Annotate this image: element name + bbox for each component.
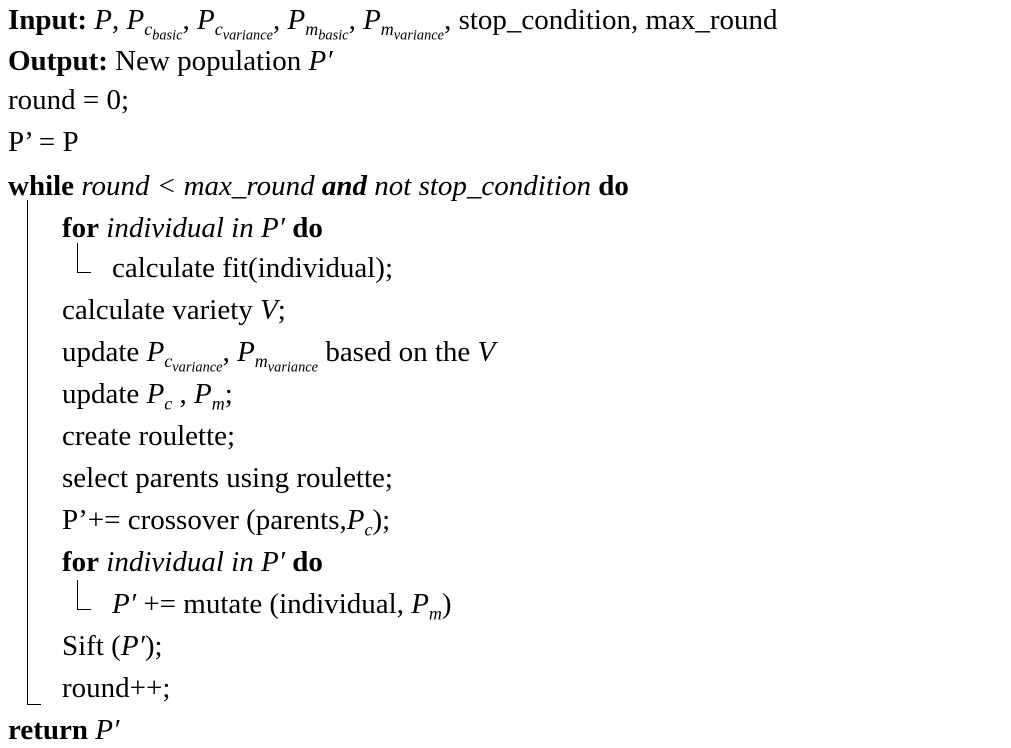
symbol-base: P bbox=[126, 4, 145, 36]
statement-text: based on the bbox=[318, 336, 478, 368]
algorithm-line bbox=[62, 460, 393, 496]
statement-text: update bbox=[62, 336, 147, 368]
statement-text: Sift ( bbox=[62, 630, 121, 662]
sub-subscript-text: basic bbox=[318, 27, 349, 44]
keyword: for bbox=[62, 212, 100, 244]
subscript-text: c bbox=[164, 351, 173, 372]
algorithm-line bbox=[8, 712, 119, 748]
math-symbol bbox=[237, 336, 319, 376]
math-symbol bbox=[126, 4, 183, 44]
for-block-end-2 bbox=[77, 609, 91, 610]
subscript-text: c bbox=[214, 19, 223, 40]
keyword: do bbox=[292, 546, 323, 578]
statement-text: , bbox=[111, 4, 127, 36]
symbol-subscript bbox=[305, 19, 349, 44]
subscript-text: c bbox=[164, 393, 173, 414]
algorithm-line bbox=[112, 586, 452, 622]
symbol-base: P bbox=[346, 504, 365, 536]
math-text: V bbox=[260, 294, 278, 326]
symbol-base: P bbox=[94, 4, 112, 36]
subscript-text: c bbox=[364, 519, 373, 540]
algorithm-line bbox=[112, 250, 393, 286]
statement-text: , bbox=[222, 336, 238, 368]
sub-subscript-text: variance bbox=[267, 359, 319, 376]
symbol-base: P bbox=[237, 336, 255, 368]
subscript-text: m bbox=[428, 603, 442, 624]
algorithm-line bbox=[8, 124, 79, 160]
symbol-base: P bbox=[197, 4, 215, 36]
statement-text: ); bbox=[372, 504, 391, 536]
symbol-base: P bbox=[194, 378, 212, 410]
algorithm-line bbox=[8, 43, 333, 79]
for-block-bar-2 bbox=[77, 580, 78, 610]
math-symbol bbox=[197, 4, 274, 44]
algorithm-line bbox=[8, 82, 129, 118]
statement-text: , bbox=[273, 4, 288, 36]
keyword: return bbox=[8, 714, 89, 746]
symbol-base: P bbox=[287, 4, 306, 36]
statement-text: , bbox=[348, 4, 364, 36]
keyword: while bbox=[8, 170, 75, 202]
statement-text: += mutate (individual, bbox=[136, 588, 412, 620]
statement-text: calculate fit(individual); bbox=[112, 252, 394, 284]
algorithm-line bbox=[62, 670, 170, 706]
statement-text: update bbox=[62, 378, 147, 410]
keyword: Output: bbox=[8, 45, 108, 77]
algorithm-line bbox=[62, 292, 286, 328]
statement-text: P’ = P bbox=[8, 126, 79, 158]
math-symbol bbox=[194, 378, 225, 414]
math-text: round < max_round bbox=[81, 170, 322, 202]
statement-text: ; bbox=[277, 294, 286, 326]
math-symbol bbox=[346, 504, 373, 540]
algorithm-line bbox=[62, 628, 163, 664]
math-symbol bbox=[146, 336, 223, 376]
algorithm-line bbox=[62, 210, 323, 246]
symbol-subscript bbox=[380, 19, 445, 44]
keyword-operator: and bbox=[321, 170, 368, 202]
while-block-bar bbox=[27, 200, 28, 705]
subscript-text: m bbox=[254, 351, 268, 372]
sub-subscript-text: basic bbox=[152, 27, 183, 44]
symbol-base: P bbox=[146, 336, 165, 368]
symbol-subscript bbox=[254, 351, 319, 376]
math-text: not stop_condition bbox=[367, 170, 599, 202]
subscript-text: m bbox=[211, 393, 225, 414]
symbol-subscript bbox=[214, 19, 274, 44]
statement-text: round++; bbox=[62, 672, 171, 704]
symbol-subscript bbox=[212, 393, 225, 413]
math-symbol bbox=[287, 4, 349, 44]
for-block-bar-1 bbox=[77, 243, 78, 273]
symbol-subscript bbox=[144, 19, 183, 44]
statement-text: ; bbox=[224, 378, 233, 410]
statement-text: select parents using roulette; bbox=[62, 462, 393, 494]
statement-text: , bbox=[172, 378, 195, 410]
math-text: P′ bbox=[308, 45, 333, 77]
keyword: do bbox=[292, 212, 323, 244]
subscript-text: c bbox=[144, 19, 153, 40]
keyword: do bbox=[598, 170, 629, 202]
keyword: Input: bbox=[8, 4, 87, 36]
sub-subscript-text: variance bbox=[172, 359, 223, 376]
algorithm-line bbox=[62, 334, 496, 376]
algorithm-line bbox=[62, 544, 323, 580]
statement-text: ) bbox=[441, 588, 452, 620]
sub-subscript-text: variance bbox=[222, 27, 274, 44]
algorithm-line bbox=[8, 2, 778, 44]
statement-text: P’+= crossover (parents, bbox=[62, 504, 347, 536]
statement-text: calculate variety bbox=[62, 294, 261, 326]
math-text: individual in P′ bbox=[106, 546, 293, 578]
symbol-base: P bbox=[411, 588, 429, 620]
math-text: V bbox=[477, 336, 496, 368]
symbol-base: P bbox=[146, 378, 165, 410]
algorithm-line bbox=[8, 168, 629, 204]
math-symbol bbox=[411, 588, 442, 624]
math-symbol bbox=[94, 4, 112, 36]
math-symbol bbox=[146, 378, 173, 414]
symbol-subscript bbox=[164, 351, 223, 376]
keyword: for bbox=[62, 546, 100, 578]
symbol-base: P bbox=[363, 4, 381, 36]
statement-text: ); bbox=[144, 630, 163, 662]
sub-subscript-text: variance bbox=[393, 27, 445, 44]
while-block-end bbox=[27, 704, 41, 705]
math-symbol bbox=[363, 4, 445, 44]
algorithm-line bbox=[62, 502, 390, 538]
statement-text: create roulette; bbox=[62, 420, 236, 452]
statement-text: , bbox=[182, 4, 198, 36]
math-text: P′ bbox=[95, 714, 120, 746]
statement-text: round = 0; bbox=[8, 84, 130, 116]
subscript-text: m bbox=[305, 19, 319, 40]
math-text: individual in P′ bbox=[106, 212, 293, 244]
statement-text: New population bbox=[107, 45, 309, 77]
symbol-subscript bbox=[429, 603, 442, 623]
algorithm-line bbox=[62, 376, 233, 412]
for-block-end-1 bbox=[77, 272, 91, 273]
statement-text: , stop_condition, max_round bbox=[444, 4, 778, 36]
algorithm-line bbox=[62, 418, 235, 454]
math-text: P′ bbox=[112, 588, 137, 620]
math-text: P′ bbox=[120, 630, 145, 662]
subscript-text: m bbox=[380, 19, 394, 40]
